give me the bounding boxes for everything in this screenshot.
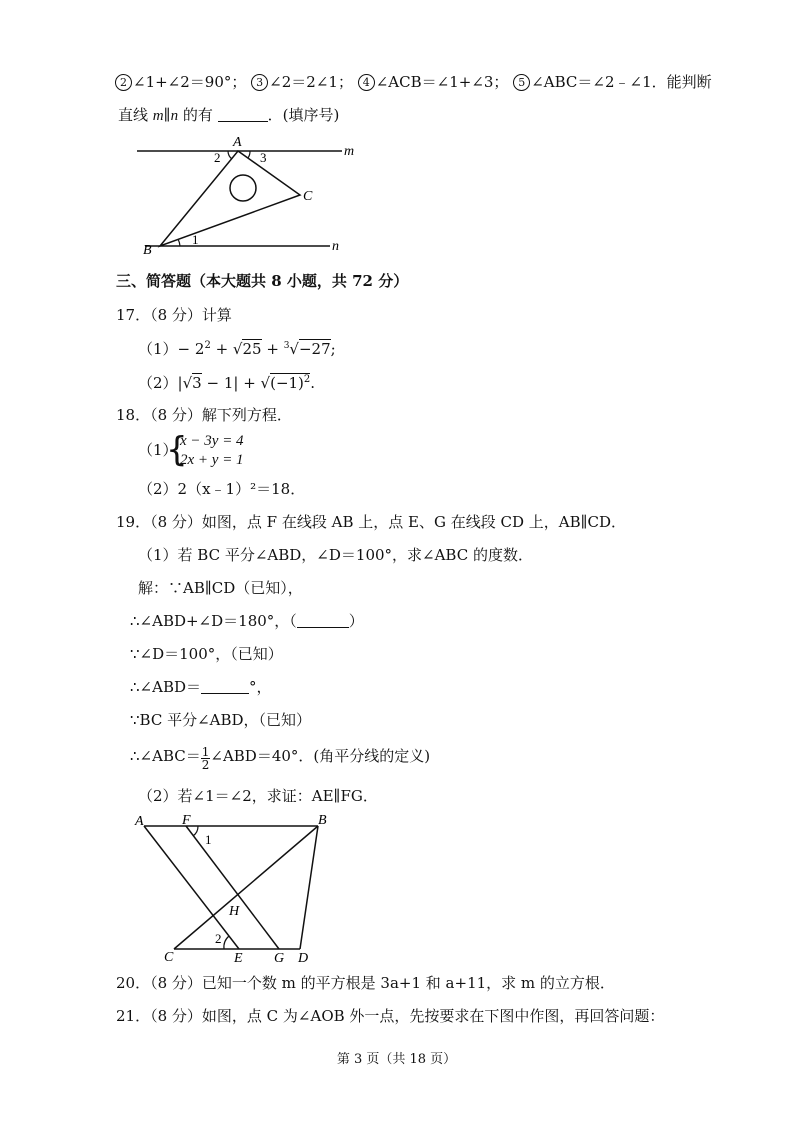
step-text: ∠ABD＝40°．(角平分线的定义) <box>210 747 431 765</box>
angle-1-arc <box>178 239 180 246</box>
angle-2-arc <box>224 936 229 949</box>
line-text: 的有 <box>178 106 218 124</box>
q18-eq2: 2x + y = 1 <box>180 452 244 468</box>
q19-part2: （2）若∠1＝∠2，求证：AE∥FG． <box>138 787 378 805</box>
step-text: ∴∠ABD+∠D＝180°，（ <box>130 612 297 630</box>
q17-part2: $(2)|√3 - 1| + √(-1)^2$. <box>138 374 316 392</box>
q20-text: 20．（8 分）已知一个数 m 的平方根是 3a+1 和 a+11，求 m 的立方根． <box>116 974 615 992</box>
label-angle-1: 1 <box>205 832 212 847</box>
fraction-denominator: 2 <box>201 758 210 772</box>
angle-3-arc <box>248 151 250 158</box>
q17-title: 17．（8 分）计算 <box>116 306 232 324</box>
label-e: E <box>234 951 243 965</box>
label-c: C <box>164 950 174 965</box>
label-a: A <box>135 814 144 829</box>
label-f: F <box>182 813 191 828</box>
step-text: ∴∠ABC＝ <box>130 747 201 765</box>
angle-2-arc <box>228 151 232 159</box>
q19-step4 <box>130 677 272 697</box>
fraction-half <box>201 746 211 771</box>
q21-text: 21．（8 分）如图，点 C 为∠AOB 外一点，先按要求在下图中作图，再回答问题： <box>116 1007 665 1025</box>
label-b: B <box>143 243 152 255</box>
q19-step2 <box>130 611 364 631</box>
q19-step6 <box>130 746 430 771</box>
angle-1-arc <box>193 826 198 836</box>
step-text: ∴∠ABD＝ <box>130 678 201 696</box>
segment-fg <box>186 826 279 949</box>
options-line <box>115 72 712 92</box>
option-5-text: ∠ABC＝∠2﹣∠1．能判断 <box>531 73 712 91</box>
var-m: m <box>152 108 164 124</box>
segment-ae <box>144 826 239 949</box>
degree-blank[interactable] <box>201 679 249 694</box>
line-text: ．(填序号) <box>267 106 340 124</box>
label-d: D <box>298 951 309 965</box>
q18-title: 18．（8 分）解下列方程． <box>116 406 292 424</box>
section-title: 三、简答题（本大题共 8 小题，共 72 分） <box>116 272 409 290</box>
circle-num-3: 3 <box>251 74 268 91</box>
part-label: （2） <box>138 374 178 392</box>
circle-num-5: 5 <box>513 74 530 91</box>
q17-part1: $(1)- 2^2 + √25 + ^3√-27$; <box>138 340 336 358</box>
q19-step5: ∵BC 平分∠ABD，（已知） <box>130 711 312 729</box>
step-text: °， <box>249 678 272 696</box>
q18-brace: { <box>166 430 188 470</box>
part-label: （1） <box>138 340 178 358</box>
circle-num-2: 2 <box>115 74 132 91</box>
label-c: C <box>303 189 313 204</box>
label-b: B <box>318 813 327 828</box>
label-m: m <box>344 144 355 159</box>
label-angle-3: 3 <box>260 150 267 165</box>
trapezoid-figure <box>130 810 340 965</box>
segment-bc <box>174 826 318 949</box>
option-3-text: ∠2＝2∠1； <box>269 73 353 91</box>
label-angle-1: 1 <box>192 232 199 247</box>
line-text: 直线 <box>118 106 153 124</box>
option-2-text: ∠1+∠2＝90°； <box>133 73 247 91</box>
step-text: ） <box>348 612 364 630</box>
question-line <box>118 105 339 126</box>
circle-num-4: 4 <box>358 74 375 91</box>
label-g: G <box>274 951 285 965</box>
reason-blank[interactable] <box>297 613 349 628</box>
parallel-sign: ∥ <box>163 106 171 124</box>
triangle-hole <box>230 175 256 201</box>
q19-title: 19．（8 分）如图，点 F 在线段 AB 上，点 E、G 在线段 CD 上，AB∥CD． <box>116 513 627 531</box>
q19-step1: 解：∵AB∥CD（已知）， <box>138 579 303 597</box>
label-angle-2: 2 <box>214 150 221 165</box>
label-n: n <box>332 239 339 254</box>
q19-step3: ∵∠D＝100°，（已知） <box>130 645 283 663</box>
q18-part2: （2）2（x﹣1）²＝18． <box>138 480 306 498</box>
page-footer: 第 3 页（共 18 页） <box>336 1052 457 1067</box>
segment-bd <box>300 826 318 949</box>
part-label: （1） <box>138 441 178 459</box>
q19-part1: （1）若 BC 平分∠ABD，∠D＝100°，求∠ABC 的度数． <box>138 546 533 564</box>
fraction-numerator: 1 <box>201 745 210 759</box>
label-h: H <box>229 904 240 919</box>
answer-blank[interactable] <box>218 107 268 122</box>
label-a: A <box>233 135 242 150</box>
option-4-text: ∠ACB＝∠1+∠3； <box>375 73 509 91</box>
var-n: n <box>170 108 179 124</box>
q18-eq1: x − 3y = 4 <box>180 433 244 449</box>
label-angle-2: 2 <box>215 931 222 946</box>
triangle-figure <box>120 133 360 255</box>
triangle-abc <box>160 151 300 246</box>
